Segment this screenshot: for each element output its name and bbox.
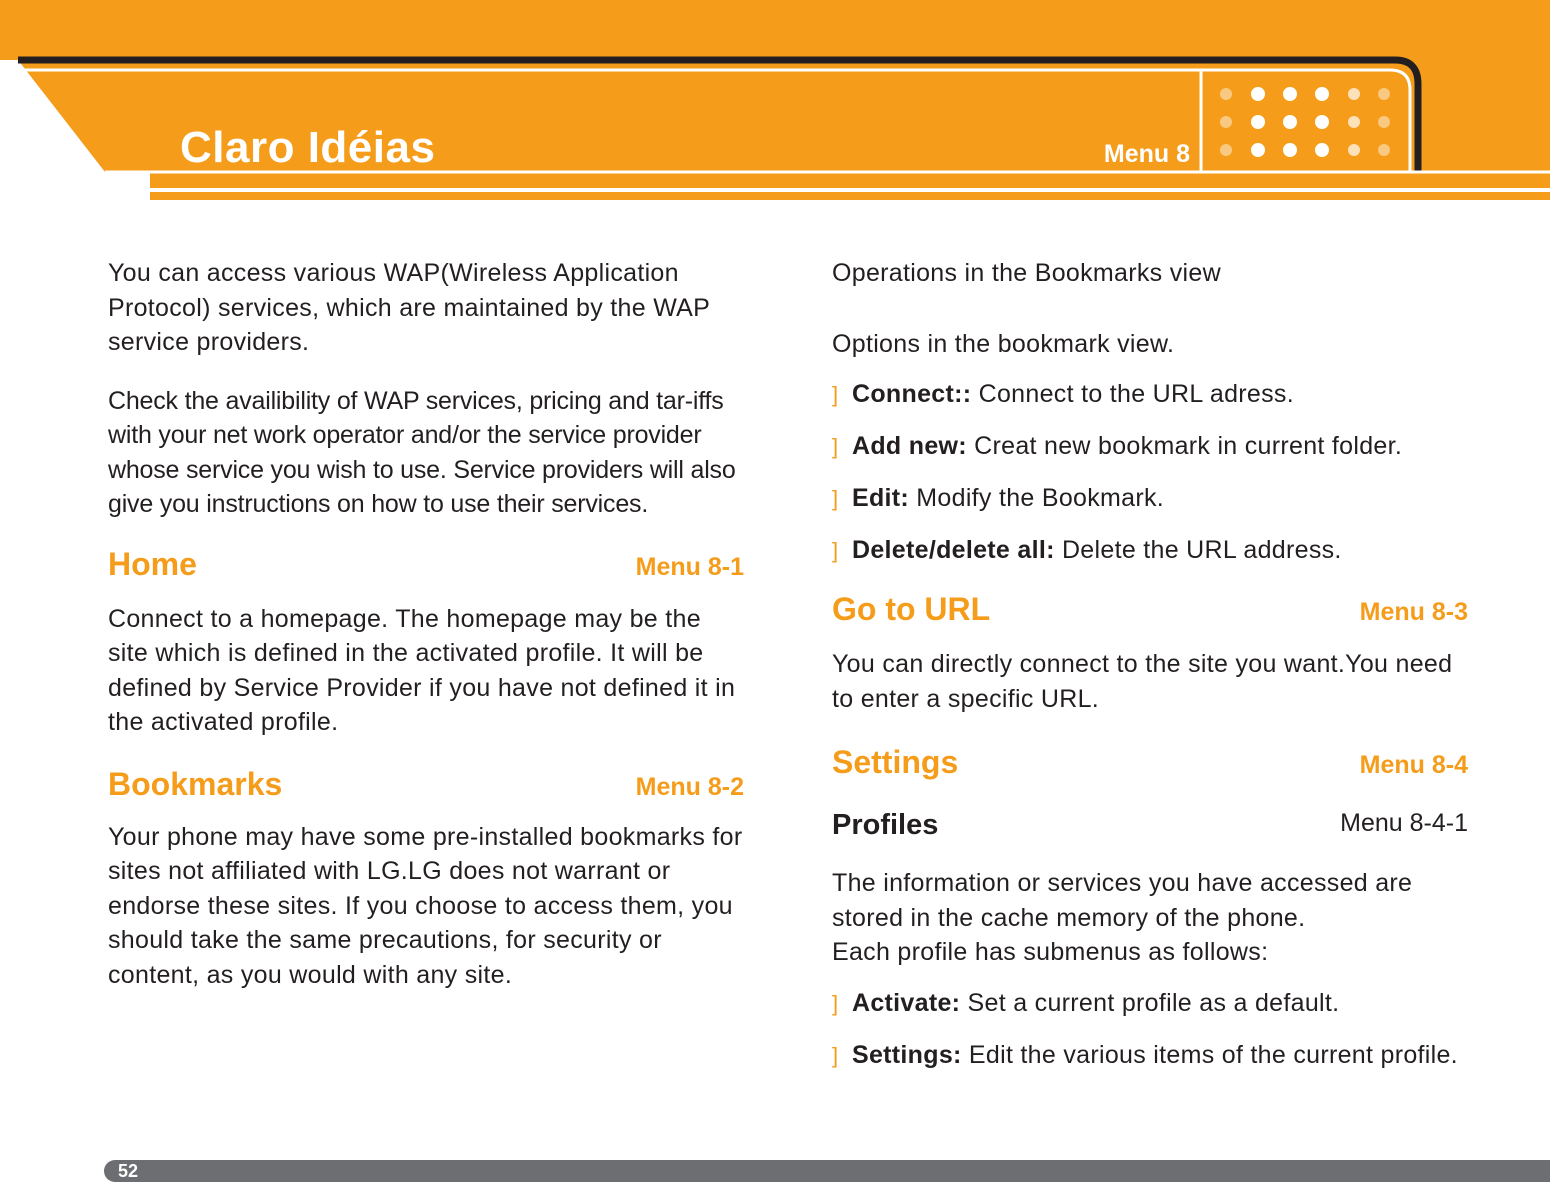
ops-heading: Operations in the Bookmarks view: [832, 259, 1221, 287]
profile-option-activate: [832, 986, 1468, 1021]
bookmarks-title: Bookmarks: [108, 765, 283, 802]
goto-text: You can directly connect to the site you want.You need to enter a specific URL.: [832, 650, 1453, 713]
bookmark-option-connect: [832, 377, 1468, 412]
profile-option-settings: [832, 1038, 1468, 1073]
bullet-marker: ]: [832, 990, 839, 1016]
bookmark-option-add-new: [832, 429, 1468, 464]
settings-section-header: [832, 742, 1468, 786]
page-number: 52: [118, 1161, 139, 1181]
profiles-title: Profiles: [832, 809, 939, 841]
options-intro: Options in the bookmark view.: [832, 329, 1175, 358]
bullet-marker: ]: [832, 434, 839, 459]
bookmarks-menu-number: Menu 8-2: [635, 772, 744, 801]
bookmark-option-edit: [832, 481, 1468, 516]
settings-title: Settings: [832, 744, 959, 780]
option-term: Delete/delete all:: [852, 536, 1055, 564]
chapter-title: Claro Idéias: [180, 123, 436, 172]
option-desc: Creat new bookmark in current folder.: [974, 432, 1403, 460]
bullet-marker: ]: [832, 538, 839, 563]
option-desc: Modify the Bookmark.: [916, 484, 1165, 512]
profiles-text: The information or services you have accessed are stored in the cache memory of the phone.: [832, 869, 1413, 932]
option-desc: Delete the URL address.: [1061, 536, 1342, 564]
option-desc: Set a current profile as a default.: [967, 988, 1340, 1017]
intro-paragraph-2: Check the availibility of WAP services, pricing and tar-iffs with your net work operator and/or the service provider whose service you wish to use. Service providers will also give you instructions on how to use their services.: [108, 386, 736, 518]
bookmarks-section-header: [108, 764, 744, 808]
home-section-header: [108, 544, 744, 588]
bullet-marker: ]: [832, 486, 839, 511]
bookmarks-text: Your phone may have some pre-installed bookmarks for sites not affiliated with LG.LG does not warrant or endorse these sites. If you choose to access them, you should take the same precautions, for security or content, as you would with any site.: [108, 822, 743, 989]
right-column: [832, 256, 1468, 1090]
bullet-marker: ]: [832, 1042, 839, 1068]
home-text: Connect to a homepage. The homepage may be the site which is defined in the activated profile. It will be defined by Service Provider if you have not defined it in the activated profile.: [108, 604, 736, 736]
option-term: Settings:: [852, 1040, 962, 1069]
bookmark-option-delete: [832, 533, 1468, 568]
home-title: Home: [108, 545, 197, 582]
option-term: Connect::: [852, 380, 972, 408]
option-term: Activate:: [852, 988, 961, 1017]
goto-menu-number: Menu 8-3: [1359, 598, 1468, 626]
option-term: Add new:: [852, 432, 967, 460]
chapter-menu-number: Menu 8: [1103, 140, 1190, 168]
goto-section-header: [832, 589, 1468, 633]
option-term: Edit:: [852, 484, 910, 512]
bullet-marker: ]: [832, 382, 839, 407]
profiles-header: [832, 806, 1468, 850]
profiles-menu-number: Menu 8-4-1: [1340, 809, 1468, 837]
profiles-submenus-intro: Each profile has submenus as follows:: [832, 938, 1269, 966]
settings-menu-number: Menu 8-4: [1359, 751, 1468, 779]
left-column: [108, 256, 744, 992]
option-desc: Edit the various items of the current profile.: [968, 1040, 1458, 1069]
intro-paragraph-1: You can access various WAP(Wireless Application Protocol) services, which are maintained by the WAP service providers.: [108, 259, 710, 356]
goto-title: Go to URL: [832, 591, 991, 627]
option-desc: Connect to the URL adress.: [978, 380, 1294, 408]
footer-bar: [104, 1160, 1550, 1182]
home-menu-number: Menu 8-1: [635, 552, 744, 581]
